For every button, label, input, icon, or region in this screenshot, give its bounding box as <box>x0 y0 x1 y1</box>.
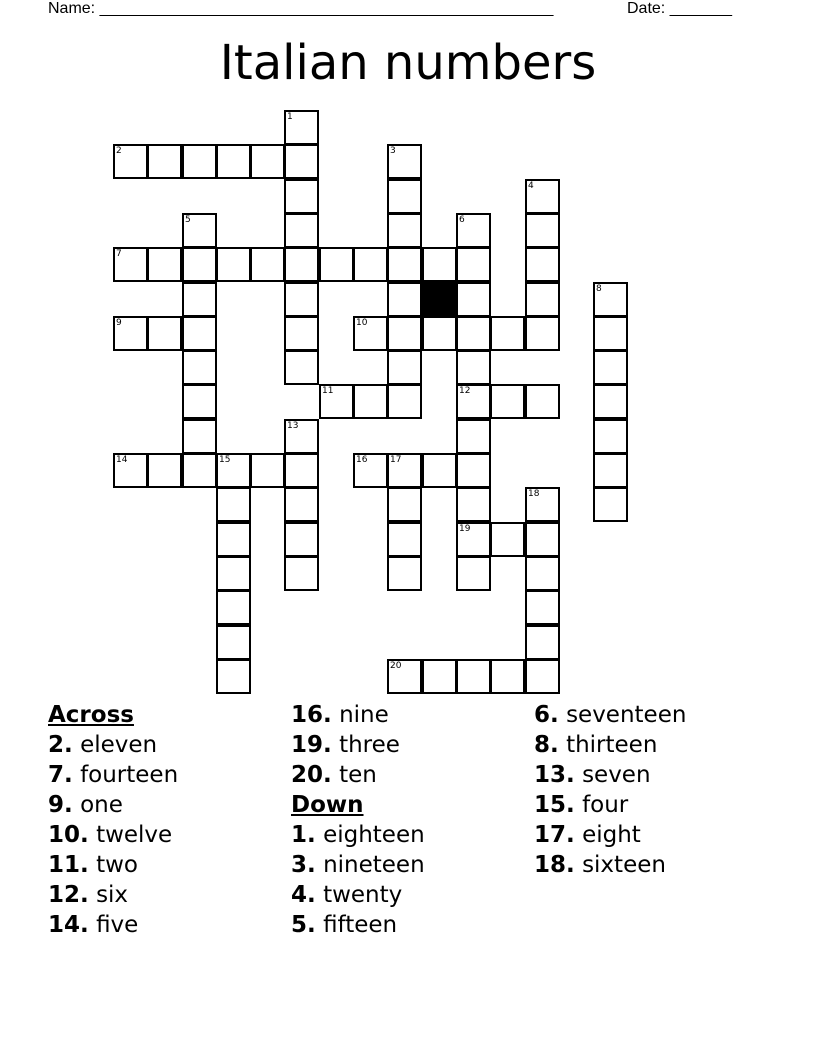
clue-text: eight <box>582 822 641 848</box>
grid-cell[interactable] <box>284 144 319 179</box>
grid-cell[interactable] <box>387 522 422 557</box>
clue-column-1 <box>48 700 178 940</box>
grid-cell[interactable] <box>319 384 354 419</box>
grid-cell[interactable] <box>284 110 319 145</box>
clue-number: 2. <box>48 732 73 758</box>
cell-number: 9 <box>116 318 122 328</box>
cell-number: 17 <box>390 455 402 465</box>
clue-text: seventeen <box>566 702 687 728</box>
cell-number: 20 <box>390 661 402 671</box>
grid-cell[interactable] <box>387 316 422 351</box>
down-clue-6 <box>534 760 686 790</box>
grid-cell[interactable] <box>182 453 217 488</box>
down-clue-0 <box>291 820 425 850</box>
grid-cell[interactable] <box>147 316 182 351</box>
clue-text: fourteen <box>80 762 179 788</box>
clue-number: 9. <box>48 792 73 818</box>
grid-cell[interactable] <box>456 419 491 454</box>
grid-cell[interactable] <box>525 247 560 282</box>
cell-number: 15 <box>219 455 231 465</box>
grid-cell[interactable] <box>182 144 217 179</box>
across-heading: Across <box>48 702 134 728</box>
cell-number: 19 <box>459 524 471 534</box>
grid-cell[interactable] <box>182 419 217 454</box>
cell-number: 10 <box>356 318 368 328</box>
grid-cell[interactable] <box>593 453 628 488</box>
grid-cell[interactable] <box>422 316 457 351</box>
cell-number: 3 <box>390 146 396 156</box>
grid-cell[interactable] <box>387 384 422 419</box>
grid-cell[interactable] <box>456 384 491 419</box>
date-field-label: Date: _______ <box>627 0 732 17</box>
down-clue-5 <box>534 730 686 760</box>
clue-number: 15. <box>534 792 575 818</box>
grid-cell[interactable] <box>593 350 628 385</box>
grid-cell[interactable] <box>593 282 628 317</box>
grid-cell[interactable] <box>422 453 457 488</box>
cell-number: 1 <box>287 112 293 122</box>
clue-number: 12. <box>48 882 89 908</box>
grid-cell[interactable] <box>284 282 319 317</box>
across-clue-2 <box>48 790 178 820</box>
grid-cell[interactable] <box>113 144 148 179</box>
grid-cell[interactable] <box>456 350 491 385</box>
clue-number: 1. <box>291 822 316 848</box>
name-field-label: Name: ___________________________________________________ <box>48 0 554 17</box>
clue-text: nineteen <box>323 852 425 878</box>
clue-text: six <box>96 882 129 908</box>
grid-cell[interactable] <box>216 659 251 694</box>
grid-cell[interactable] <box>353 247 388 282</box>
cell-number: 6 <box>459 215 465 225</box>
cell-number: 13 <box>287 421 299 431</box>
clue-text: thirteen <box>566 732 658 758</box>
clue-number: 20. <box>291 762 332 788</box>
across-clue-8 <box>291 730 425 760</box>
cell-number: 16 <box>356 455 368 465</box>
grid-cell[interactable] <box>147 144 182 179</box>
grid-cell[interactable] <box>284 556 319 591</box>
grid-cell[interactable] <box>387 282 422 317</box>
grid-cell[interactable] <box>525 522 560 557</box>
grid-cell[interactable] <box>284 213 319 248</box>
grid-cell[interactable] <box>525 282 560 317</box>
grid-cell[interactable] <box>456 316 491 351</box>
down-clue-3 <box>291 910 425 940</box>
across-clue-4 <box>48 850 178 880</box>
grid-cell[interactable] <box>250 144 285 179</box>
clue-column-3 <box>534 700 686 880</box>
clue-text: eleven <box>80 732 158 758</box>
grid-cell[interactable] <box>593 384 628 419</box>
grid-cell[interactable] <box>319 247 354 282</box>
clue-column-2 <box>291 700 425 940</box>
grid-cell[interactable] <box>593 487 628 522</box>
grid-cell[interactable] <box>284 179 319 214</box>
grid-cell[interactable] <box>525 625 560 660</box>
grid-cell[interactable] <box>456 282 491 317</box>
grid-cell[interactable] <box>525 213 560 248</box>
clue-number: 14. <box>48 912 89 938</box>
clue-number: 4. <box>291 882 316 908</box>
grid-cell[interactable] <box>422 247 457 282</box>
grid-cell[interactable] <box>387 213 422 248</box>
across-clue-9 <box>291 760 425 790</box>
across-clue-0 <box>48 730 178 760</box>
grid-cell[interactable] <box>182 282 217 317</box>
across-clue-1 <box>48 760 178 790</box>
clue-text: seven <box>582 762 651 788</box>
grid-cell[interactable] <box>525 316 560 351</box>
cell-number: 4 <box>528 181 534 191</box>
down-clue-1 <box>291 850 425 880</box>
grid-cell[interactable] <box>216 625 251 660</box>
grid-cell[interactable] <box>387 144 422 179</box>
grid-cell[interactable] <box>387 487 422 522</box>
clue-number: 6. <box>534 702 559 728</box>
grid-cell[interactable] <box>250 453 285 488</box>
grid-cell[interactable] <box>284 316 319 351</box>
grid-cell[interactable] <box>490 522 525 557</box>
grid-cell[interactable] <box>284 247 319 282</box>
cell-number: 5 <box>185 215 191 225</box>
grid-cell[interactable] <box>387 556 422 591</box>
grid-cell[interactable] <box>490 384 525 419</box>
cell-number: 12 <box>459 386 471 396</box>
down-clue-2 <box>291 880 425 910</box>
grid-cell[interactable] <box>284 522 319 557</box>
grid-cell[interactable] <box>353 453 388 488</box>
grid-cell[interactable] <box>113 247 148 282</box>
grid-cell[interactable] <box>456 487 491 522</box>
clue-number: 5. <box>291 912 316 938</box>
clue-text: fifteen <box>323 912 398 938</box>
grid-cell[interactable] <box>456 247 491 282</box>
grid-cell[interactable] <box>284 419 319 454</box>
grid-cell[interactable] <box>182 213 217 248</box>
grid-cell[interactable] <box>216 453 251 488</box>
grid-cell[interactable] <box>525 659 560 694</box>
clue-number: 3. <box>291 852 316 878</box>
grid-cell[interactable] <box>422 659 457 694</box>
cell-number: 7 <box>116 249 122 259</box>
cell-number: 11 <box>322 386 334 396</box>
grid-cell[interactable] <box>113 453 148 488</box>
grid-cell[interactable] <box>525 179 560 214</box>
grid-cell[interactable] <box>182 384 217 419</box>
clue-text: twelve <box>96 822 173 848</box>
grid-cell[interactable] <box>147 247 182 282</box>
grid-cell[interactable] <box>456 556 491 591</box>
grid-cell[interactable] <box>593 419 628 454</box>
grid-cell[interactable] <box>216 144 251 179</box>
clue-number: 18. <box>534 852 575 878</box>
grid-cell[interactable] <box>250 247 285 282</box>
blocked-cell <box>422 282 457 317</box>
grid-cell[interactable] <box>525 487 560 522</box>
grid-cell[interactable] <box>182 247 217 282</box>
clue-number: 7. <box>48 762 73 788</box>
clue-number: 19. <box>291 732 332 758</box>
across-clue-6 <box>48 910 178 940</box>
grid-cell[interactable] <box>353 316 388 351</box>
grid-cell[interactable] <box>284 487 319 522</box>
cell-number: 14 <box>116 455 128 465</box>
clue-text: ten <box>339 762 377 788</box>
clue-number: 11. <box>48 852 89 878</box>
grid-cell[interactable] <box>284 350 319 385</box>
cell-number: 18 <box>528 489 540 499</box>
grid-cell[interactable] <box>182 316 217 351</box>
down-heading: Down <box>291 792 364 818</box>
across-clue-3 <box>48 820 178 850</box>
grid-cell[interactable] <box>490 659 525 694</box>
clue-number: 10. <box>48 822 89 848</box>
down-clue-7 <box>534 790 686 820</box>
grid-cell[interactable] <box>456 659 491 694</box>
grid-cell[interactable] <box>387 350 422 385</box>
page-title: Italian numbers <box>219 35 597 91</box>
grid-cell[interactable] <box>525 590 560 625</box>
grid-cell[interactable] <box>113 316 148 351</box>
clue-text: one <box>80 792 123 818</box>
clue-number: 16. <box>291 702 332 728</box>
grid-cell[interactable] <box>490 316 525 351</box>
clue-number: 13. <box>534 762 575 788</box>
cell-number: 8 <box>596 284 602 294</box>
clue-text: twenty <box>323 882 403 908</box>
clue-text: five <box>96 912 139 938</box>
grid-cell[interactable] <box>456 453 491 488</box>
clue-number: 17. <box>534 822 575 848</box>
grid-cell[interactable] <box>525 556 560 591</box>
clue-text: nine <box>339 702 389 728</box>
across-clue-5 <box>48 880 178 910</box>
grid-cell[interactable] <box>593 316 628 351</box>
clue-text: four <box>582 792 629 818</box>
grid-cell[interactable] <box>387 247 422 282</box>
clue-text: eighteen <box>323 822 425 848</box>
grid-cell[interactable] <box>456 213 491 248</box>
clue-text: three <box>339 732 400 758</box>
clue-number: 8. <box>534 732 559 758</box>
grid-cell[interactable] <box>182 350 217 385</box>
grid-cell[interactable] <box>387 453 422 488</box>
grid-cell[interactable] <box>216 556 251 591</box>
grid-cell[interactable] <box>387 179 422 214</box>
grid-cell[interactable] <box>525 384 560 419</box>
grid-cell[interactable] <box>284 453 319 488</box>
clue-text: two <box>96 852 138 878</box>
across-clue-7 <box>291 700 425 730</box>
grid-cell[interactable] <box>353 384 388 419</box>
down-clue-8 <box>534 820 686 850</box>
down-clue-4 <box>534 700 686 730</box>
grid-cell[interactable] <box>216 487 251 522</box>
grid-cell[interactable] <box>216 247 251 282</box>
grid-cell[interactable] <box>387 659 422 694</box>
grid-cell[interactable] <box>216 590 251 625</box>
grid-cell[interactable] <box>147 453 182 488</box>
down-clue-9 <box>534 850 686 880</box>
cell-number: 2 <box>116 146 122 156</box>
clue-text: sixteen <box>582 852 666 878</box>
grid-cell[interactable] <box>216 522 251 557</box>
grid-cell[interactable] <box>456 522 491 557</box>
